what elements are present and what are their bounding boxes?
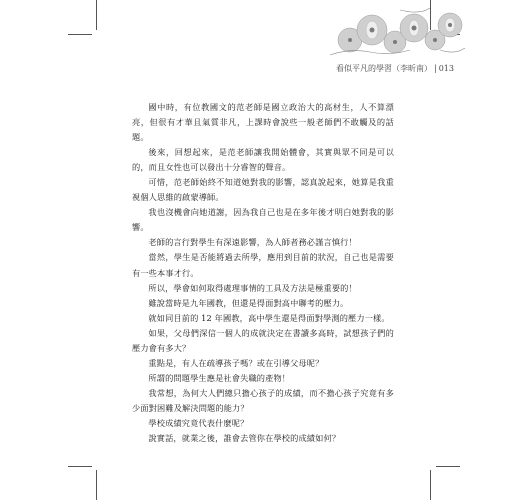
paragraph: 老師的言行對學生有深遠影響，為人師者務必謹言慎行！ [148, 237, 357, 248]
running-title: 看似平凡的學習（李昕南） [336, 64, 432, 73]
body-text [132, 100, 394, 446]
page-number: 013 [438, 64, 454, 73]
paragraph: 學校成績究竟代表什麼呢？ [148, 417, 249, 428]
paragraph: 重點是，有人在疏導孩子嗎？或在引導父母呢？ [148, 357, 324, 368]
paragraph: 我常想，為何大人們總只擔心孩子的成績，而不擔心孩子究竟有多少面對困難及解決問題的能力？ [132, 387, 394, 413]
paragraph: 我也沒機會向她道謝，因為我自己也是在多年後才明白她對我的影響。 [132, 207, 394, 233]
header-separator: | [434, 64, 437, 73]
paragraph: 就如同目前的 12 年國教，高中學生還是得面對學測的壓力一樣。 [148, 312, 390, 323]
paragraph: 國中時，有位教國文的范老師是國立政治大的高材生，人不算漂亮，但很有才華且氣質非凡，上課時會說些一般老師們不敢觸及的話題。 [132, 102, 394, 143]
crop-mark-bottom-right-h [436, 466, 460, 467]
crop-mark-top-left-h [68, 34, 92, 35]
floral-decoration [310, 0, 470, 70]
paragraph: 後來，回想起來，是范老師讓我開始體會，其實與眾不同是可以的，而且女性也可以發出十分睿智的聲音。 [132, 147, 394, 173]
paragraph: 可惜，范老師始終不知道她對我的影響，認真說起來，她算是我重視個人思維的啟蒙導師。 [132, 177, 394, 203]
running-header [336, 63, 454, 74]
crop-mark-bottom-right-v [430, 470, 431, 500]
paragraph: 如果，父母們深信一個人的成就決定在書讀多高時，試想孩子們的壓力會有多大？ [132, 327, 394, 353]
crop-mark-top-left-v [96, 0, 97, 30]
paragraph: 說實話，就業之後，誰會去管你在學校的成績如何？ [148, 433, 341, 444]
crop-mark-bottom-left-v [96, 470, 97, 500]
paragraph: 所以，學會如何取得處理事情的工具及方法是極重要的！ [148, 282, 357, 293]
paragraph: 雖說當時是九年國教，但還是得面對高中聯考的壓力。 [148, 297, 349, 308]
crop-mark-bottom-left-h [68, 466, 92, 467]
paragraph: 當然，學生是否能將過去所學，應用到目前的狀況，自己也是需要有一些本事才行。 [132, 252, 394, 278]
paragraph: 所謂的問題學生應是社會失職的產物！ [148, 372, 291, 383]
